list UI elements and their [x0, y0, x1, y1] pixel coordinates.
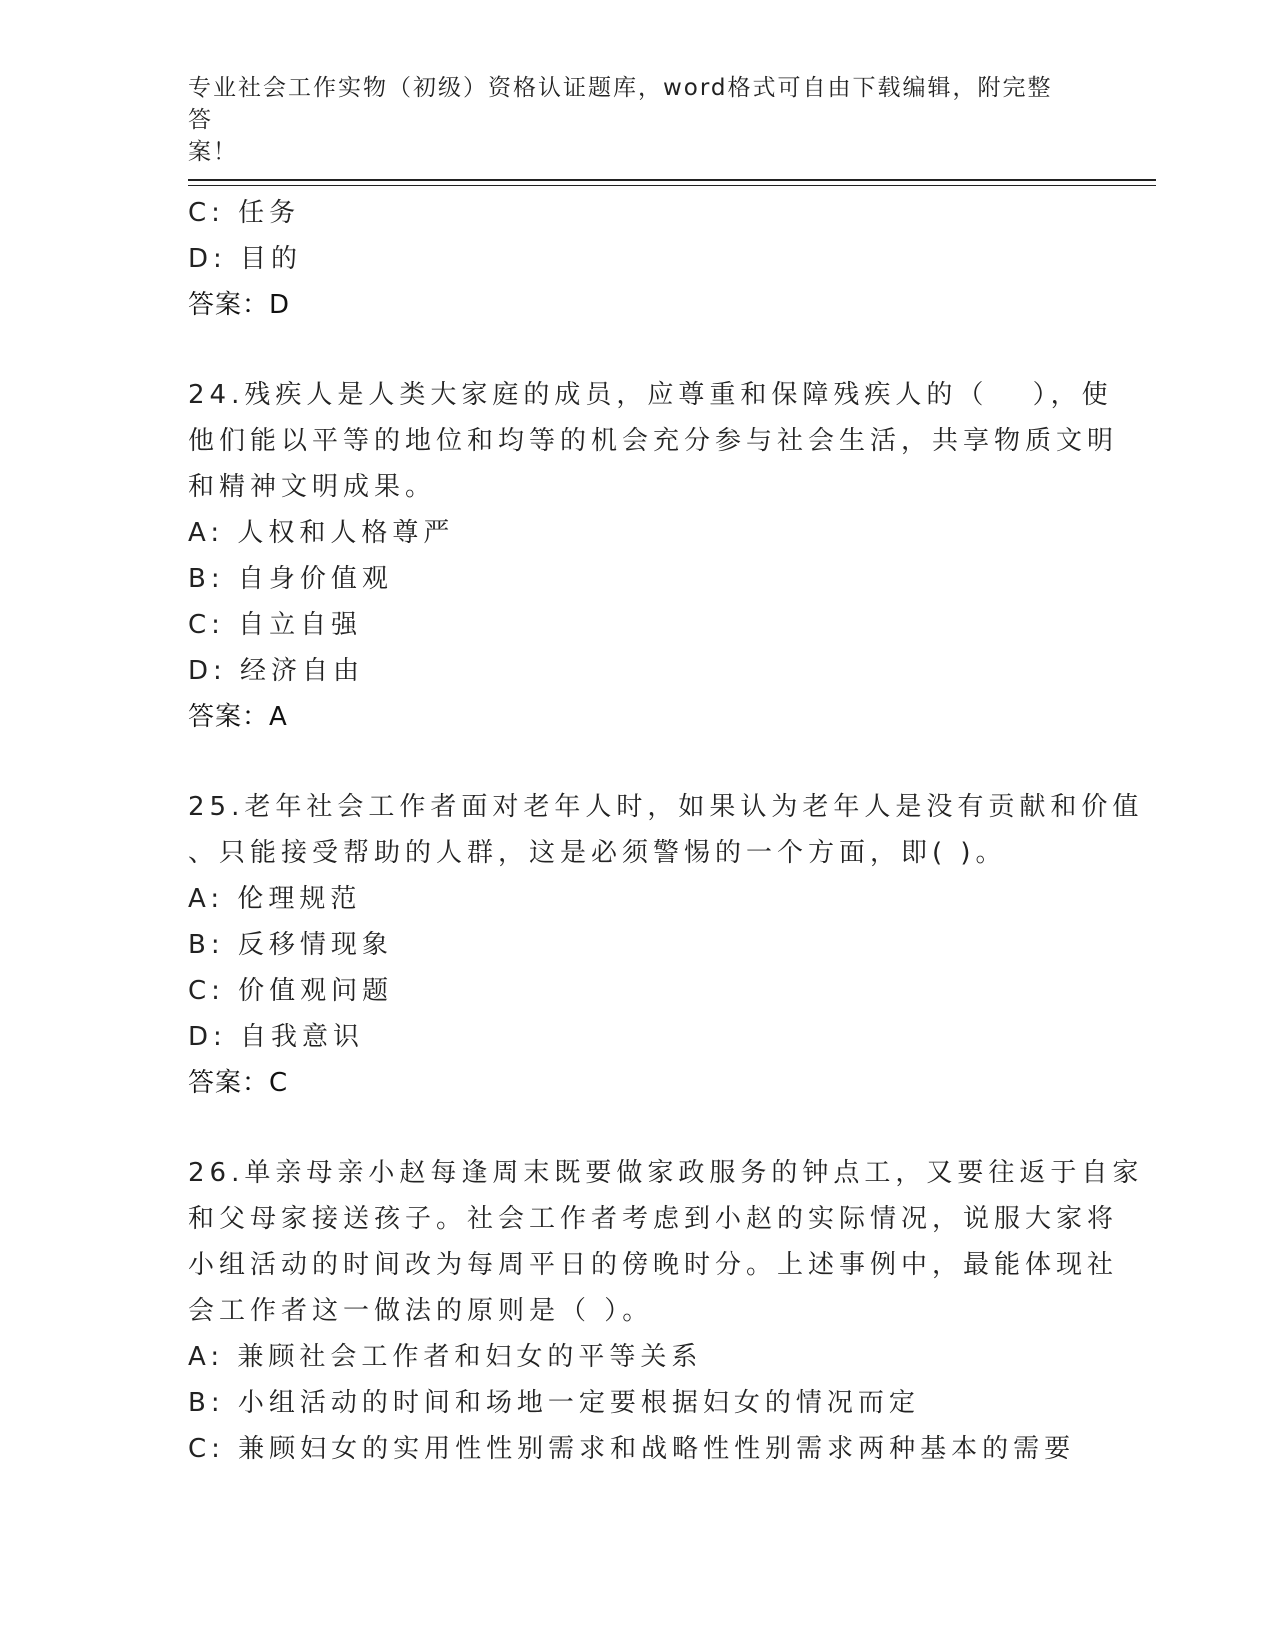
- page-header: [188, 72, 1068, 168]
- q24-option-b: B: 自身价值观: [188, 564, 393, 594]
- question-26: [188, 1150, 1144, 1472]
- q26-option-a: A: 兼顾社会工作者和妇女的平等关系: [188, 1342, 703, 1372]
- q26-stem-line-2: 和父母家接送孩子。社会工作者考虑到小赵的实际情况，说服大家将: [188, 1204, 1119, 1234]
- q24-option-a: A: 人权和人格尊严: [188, 518, 455, 548]
- q25-answer: 答案：C: [188, 1068, 289, 1098]
- q25-option-d: D: 自我意识: [188, 1022, 365, 1052]
- question-23: [188, 190, 1088, 328]
- spacer: [188, 328, 1088, 372]
- q25-option-a: A: 伦理规范: [188, 884, 362, 914]
- question-24: [188, 372, 1119, 740]
- q24-stem-line-2: 他们能以平等的地位和均等的机会充分参与社会生活，共享物质文明: [188, 426, 1119, 456]
- q26-option-c: C: 兼顾妇女的实用性性别需求和战略性性别需求两种基本的需要: [188, 1434, 1076, 1464]
- q24-option-c: C: 自立自强: [188, 610, 363, 640]
- spacer: [188, 1106, 1088, 1150]
- q24-answer: 答案：A: [188, 702, 288, 732]
- question-25: [188, 784, 1144, 1106]
- spacer: [188, 740, 1088, 784]
- q25-stem: [188, 784, 1144, 876]
- header-rule-thick: [188, 179, 1156, 181]
- q25-option-b: B: 反移情现象: [188, 930, 393, 960]
- q24-option-d: D: 经济自由: [188, 656, 365, 686]
- q23-option-d: D: 目的: [188, 244, 303, 274]
- q24-stem-line-1: 24.残疾人是人类大家庭的成员，应尊重和保障残疾人的（ ），使: [188, 380, 1113, 410]
- q26-stem-line-4: 会工作者这一做法的原则是（ ）。: [188, 1296, 654, 1326]
- q26-stem: [188, 1150, 1144, 1334]
- q23-answer: 答案：D: [188, 290, 291, 320]
- q24-stem: [188, 372, 1119, 510]
- q23-option-c: C: 任务: [188, 198, 301, 228]
- q25-stem-line-2: 、只能接受帮助的人群，这是必须警惕的一个方面，即( )。: [188, 838, 1007, 868]
- q26-stem-line-3: 小组活动的时间改为每周平日的傍晚时分。上述事例中，最能体现社: [188, 1250, 1119, 1280]
- q26-option-b: B: 小组活动的时间和场地一定要根据妇女的情况而定: [188, 1388, 920, 1418]
- header-title-line-2: 案！: [188, 139, 238, 165]
- q26-stem-line-1: 26.单亲母亲小赵每逢周末既要做家政服务的钟点工，又要往返于自家: [188, 1158, 1144, 1188]
- q24-stem-line-3: 和精神文明成果。: [188, 472, 437, 502]
- header-title-line-1: 专业社会工作实物（初级）资格认证题库，word格式可自由下载编辑，附完整答: [188, 75, 1053, 133]
- header-rule-thin: [188, 185, 1156, 186]
- q25-stem-line-1: 25.老年社会工作者面对老年人时，如果认为老年人是没有贡献和价值: [188, 792, 1144, 822]
- question-list: [188, 190, 1144, 1472]
- q25-option-c: C: 价值观问题: [188, 976, 394, 1006]
